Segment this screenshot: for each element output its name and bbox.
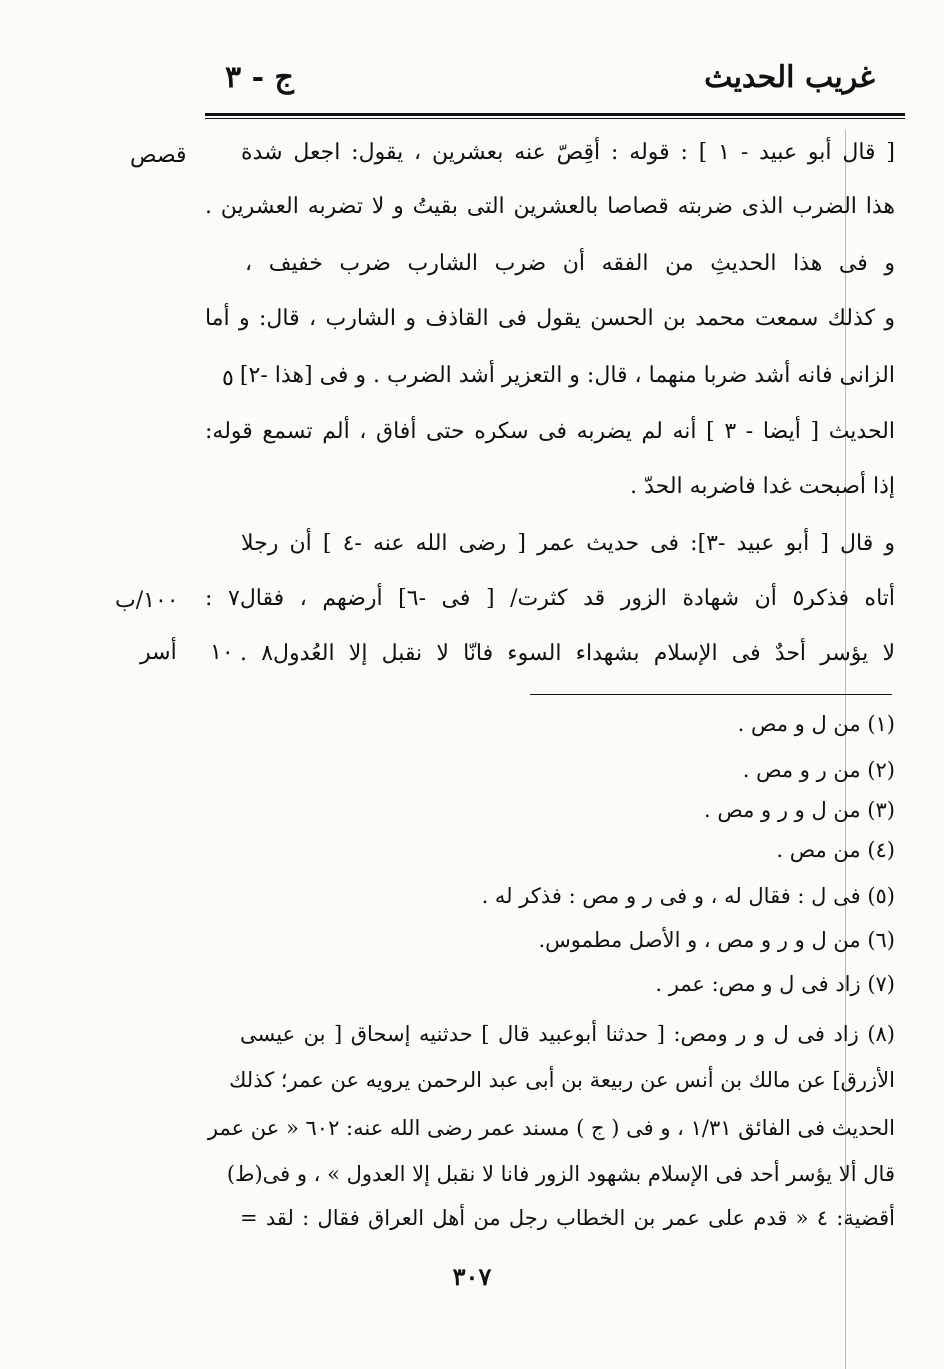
margin-keyword-asr: أسر bbox=[140, 640, 177, 665]
footnote: (٣) من ل و ر و مص . bbox=[704, 798, 895, 822]
margin-line-number-10: ١٠ bbox=[210, 640, 234, 665]
footnote: (٥) فى ل : فقال له ، و فى ر و مص : فذكر له . bbox=[481, 884, 895, 908]
footnote: (٤) من مص . bbox=[776, 838, 895, 862]
footnote: (٢) من ر و مص . bbox=[742, 758, 895, 782]
text-line: أتاه فذكر٥ أن شهادة الزور قد كثرت/ [ فى -٦] أرضهم ، فقال٧ : bbox=[205, 586, 896, 611]
footnote: (١) من ل و مص . bbox=[737, 712, 895, 736]
header-rule-thin bbox=[205, 118, 905, 119]
text-line: الحديث [ أيضا - ٣ ] أنه لم يضربه فى سكره حتى أفاق ، ألم تسمع قوله: bbox=[205, 419, 895, 444]
margin-folio-marker: ١٠٠/ب bbox=[115, 588, 179, 613]
footnote-rule bbox=[530, 694, 892, 695]
header-title: غريب الحديث bbox=[704, 60, 875, 95]
text-line: [ قال أبو عبيد - ١ ] : قوله : أقِصّ عنه بعشرين ، يقول: اجعل شدة bbox=[241, 140, 895, 165]
footnote: (٨) زاد فى ل و ر ومص: [ حدثنا أبوعبيد قال ] حدثنيه إسحاق [ بن عيسى bbox=[240, 1022, 895, 1046]
header-volume: ج - ٣ bbox=[225, 60, 294, 95]
text-line: إذا أصبحت غدا فاضربه الحدّ . bbox=[630, 474, 895, 499]
text-line: و فى هذا الحديثِ من الفقه أن ضرب الشارب ضرب خفيف ، bbox=[245, 251, 895, 276]
footnote-continued: الأزرق] عن مالك بن أنس عن ربيعة بن أبى عبد الرحمن يرويه عن عمر؛ كذلك bbox=[229, 1068, 895, 1092]
footnote-continued: قال ألا يؤسر أحد فى الإسلام بشهود الزور فانا لا نقبل إلا العدول » ، و فى(ط) bbox=[226, 1162, 895, 1186]
header-rule bbox=[205, 113, 905, 116]
footnote: (٧) زاد فى ل و مص: عمر . bbox=[655, 972, 895, 996]
text-line: و قال [ أبو عبيد -٣]: فى حديث عمر [ رضى الله عنه -٤ ] أن رجلا bbox=[241, 531, 895, 556]
text-line: لا يؤسر أحدٌ فى الإسلام بشهداء السوء فانّا لا نقبل إلا العُدول٨ . bbox=[240, 641, 895, 666]
running-header bbox=[205, 60, 895, 110]
text-line: هذا الضرب الذى ضربته قصاصا بالعشرين التى بقيتُ و لا تضربه العشرين . bbox=[205, 194, 895, 219]
margin-line-number-5: ٥ bbox=[222, 366, 234, 391]
margin-keyword-qss: قصص bbox=[130, 143, 187, 168]
text-line: و كذلك سمعت محمد بن الحسن يقول فى القاذف و الشارب ، قال: و أما bbox=[205, 306, 895, 331]
page-number: ٣٠٧ bbox=[452, 1262, 492, 1291]
text-line: الزانى فانه أشد ضربا منهما ، قال: و التعزير أشد الضرب . و فى [هذا -٢] bbox=[239, 363, 895, 388]
footnote: (٦) من ل و ر و مص ، و الأصل مطموس. bbox=[538, 928, 895, 952]
footnote-continued: أقضية: ٤ « قدم على عمر بن الخطاب رجل من أهل العراق فقال : لقد = bbox=[240, 1206, 895, 1230]
footnote-continued: الحديث فى الفائق ١/٣١ ، و فى ( ج ) مسند عمر رضى الله عنه: ٦٠٢ « عن عمر bbox=[207, 1116, 895, 1140]
